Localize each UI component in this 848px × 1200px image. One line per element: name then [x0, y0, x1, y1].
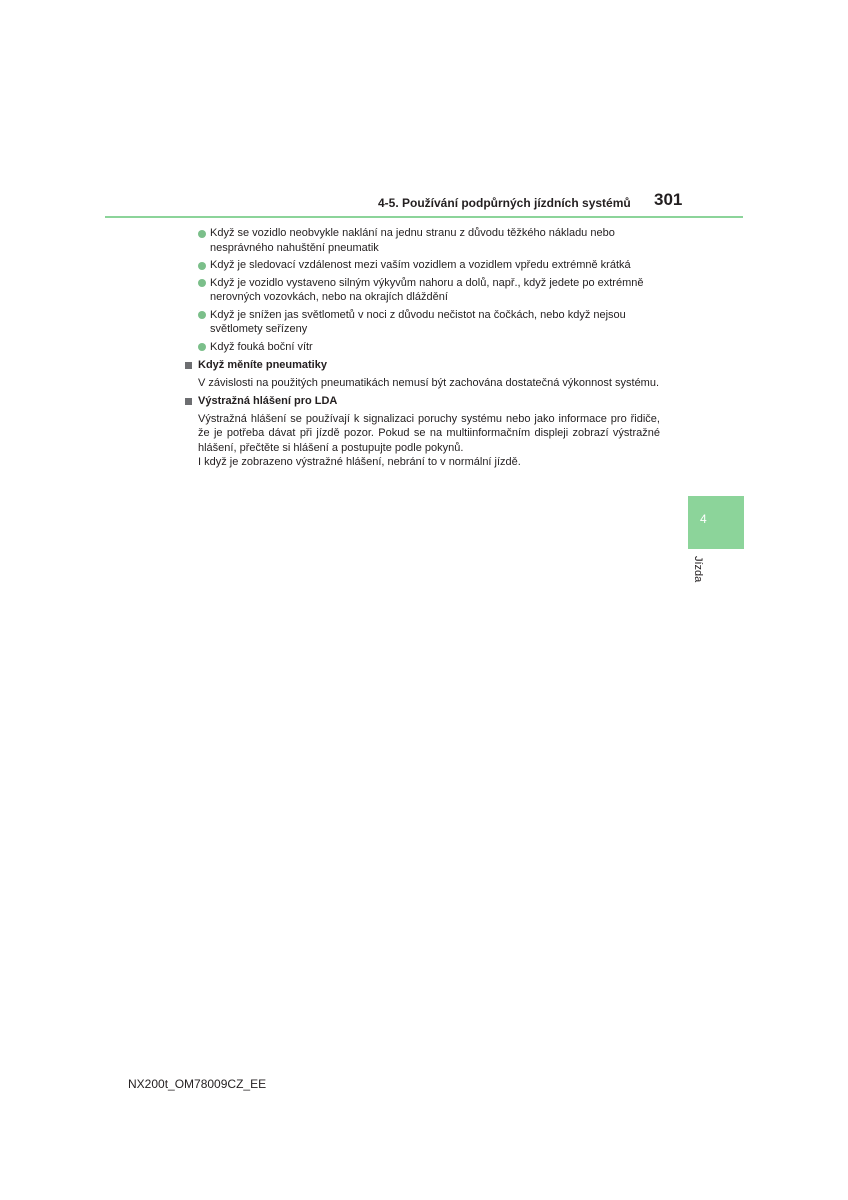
square-bullet-icon — [185, 398, 192, 405]
bullet-item — [184, 340, 660, 355]
bullet-item — [184, 258, 660, 273]
bullet-text: Když je snížen jas světlometů v noci z důvodu nečistot na čočkách, nebo když nejsou světlomety seřízeny — [210, 308, 626, 335]
bullet-dot-icon — [198, 262, 206, 270]
section-paragraph: Výstražná hlášení se používají k signalizaci poruchy systému nebo jako informace pro řidiče, že je potřeba dávat při jízdě pozor. Pokud se na multiinformačním displeji zobrazí výstražné hlášení, přečtěte si hlášení a postupujte podle pokynů. — [198, 412, 660, 454]
bullet-item — [184, 276, 660, 305]
footer-code: NX200t_OM78009CZ_EE — [128, 1077, 267, 1091]
bullet-text: Když je sledovací vzdálenost mezi vaším vozidlem a vozidlem vpředu extrémně krátká — [210, 259, 631, 271]
bullet-text: Když se vozidlo neobvykle naklání na jednu stranu z důvodu těžkého nákladu nebo nesprávného nahuštění pneumatik — [210, 227, 615, 254]
square-bullet-icon — [185, 362, 192, 369]
section-paragraph: I když je zobrazeno výstražné hlášení, nebrání to v normální jízdě. — [198, 456, 521, 468]
bullet-dot-icon — [198, 311, 206, 319]
header-divider — [105, 216, 743, 218]
section-title: 4-5. Používání podpůrných jízdních systémů — [378, 196, 631, 210]
page-number: 301 — [654, 190, 683, 209]
page-content — [184, 226, 660, 473]
bullet-item — [184, 308, 660, 337]
bullet-text: Když je vozidlo vystaveno silným výkyvům nahoru a dolů, např., když jedete po extrémně nerovných vozovkách, nebo na okrajích dláždění — [210, 276, 644, 303]
bullet-dot-icon — [198, 230, 206, 238]
chapter-label — [692, 556, 716, 596]
bullet-dot-icon — [198, 343, 206, 351]
section-paragraph: V závislosti na použitých pneumatikách nemusí být zachována dostatečná výkonnost systému. — [198, 376, 660, 389]
chapter-label-text: Jízda — [692, 556, 704, 583]
bullet-item — [184, 226, 660, 255]
section-heading-text: Výstražná hlášení pro LDA — [198, 395, 338, 407]
section-heading-lda-warnings — [184, 394, 660, 409]
section-heading-tires — [184, 358, 660, 373]
chapter-number: 4 — [700, 512, 707, 526]
chapter-tab — [688, 496, 744, 549]
bullet-text: Když fouká boční vítr — [210, 340, 313, 353]
section-heading-text: Když měníte pneumatiky — [198, 359, 327, 371]
bullet-dot-icon — [198, 279, 206, 287]
